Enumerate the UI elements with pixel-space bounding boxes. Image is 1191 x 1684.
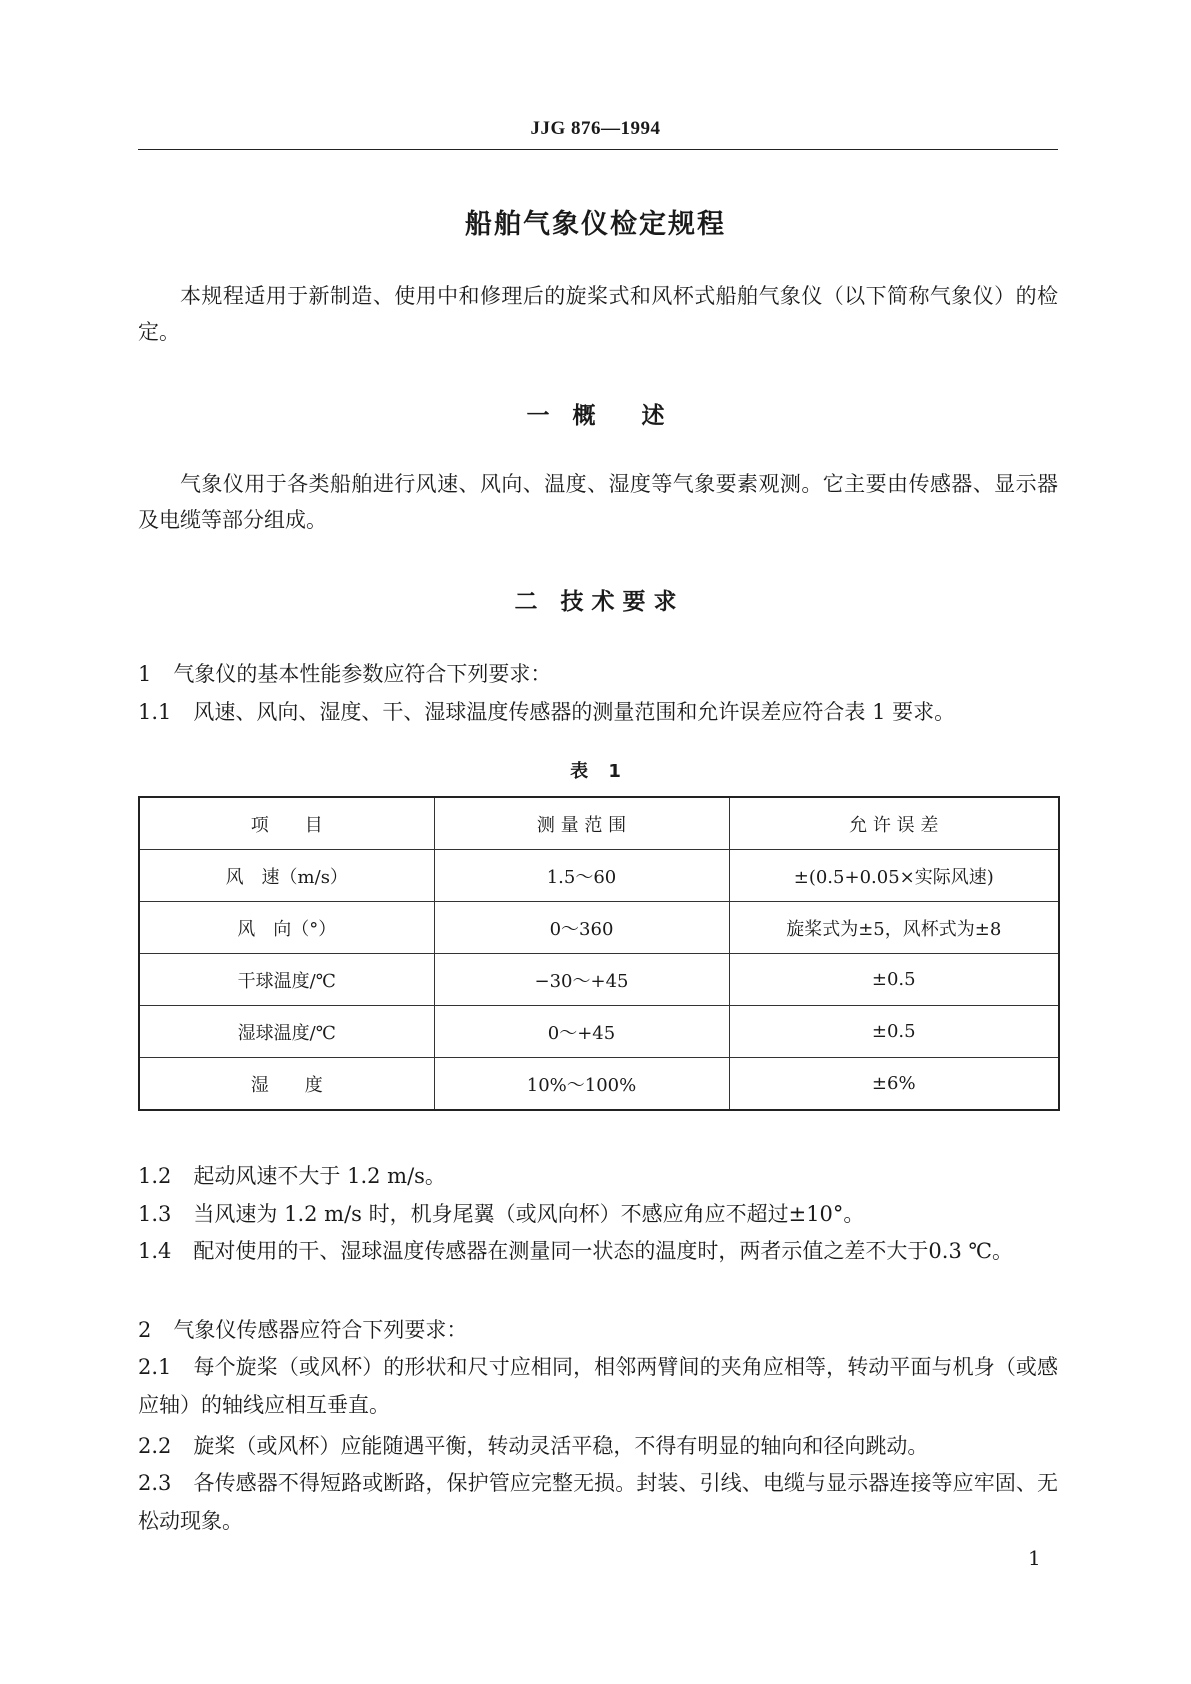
spec-table [138,796,1060,1111]
table-cell: ±6% [729,1058,1059,1111]
item-2-3 [138,1464,1058,1540]
item-1-2 [138,1161,446,1191]
table-header-cell: 项 目 [139,797,434,850]
item-number: 2 [138,1318,152,1342]
table-cell: ±0.5 [729,1006,1059,1058]
item-number: 2.1 [138,1355,172,1379]
page-number: 1 [1028,1546,1041,1570]
table-header-cell: 测 量 范 围 [434,797,729,850]
item-2 [138,1315,467,1345]
table-row [139,902,1059,954]
table-header-row [139,797,1059,850]
item-1-3 [138,1199,864,1229]
item-text: 每个旋桨（或风杯）的形状和尺寸应相同，相邻两臂间的夹角应相等，转动平面与机身（或感应轴）的轴线应相互垂直。 [138,1355,1058,1417]
table-cell: 湿 度 [139,1058,434,1111]
table-cell: ±0.5 [729,954,1059,1006]
table-cell: 10%～100% [434,1058,729,1111]
table-cell: 风 速（m/s） [139,850,434,902]
item-number: 1 [138,662,152,686]
table-cell: 0～360 [434,902,729,954]
section1-body: 气象仪用于各类船舶进行风速、风向、温度、湿度等气象要素观测。它主要由传感器、显示器及电缆等部分组成。 [138,472,1058,532]
item-number: 2.2 [138,1434,172,1458]
table-cell: −30～+45 [434,954,729,1006]
item-text: 气象仪传感器应符合下列要求： [173,1318,468,1342]
table-header-cell: 允 许 误 差 [729,797,1059,850]
table-caption: 表 1 [570,761,621,782]
document-code-header: JJG 876—1994 [530,118,661,139]
item-text: 各传感器不得短路或断路，保护管应完整无损。封装、引线、电缆与显示器连接等应牢固、无松动现象。 [138,1471,1058,1533]
table-cell: ±(0.5+0.05×实际风速) [729,850,1059,902]
item-text: 配对使用的干、湿球温度传感器在测量同一状态的温度时，两者示值之差不大于0.3 ℃。 [193,1239,1013,1263]
table-cell: 旋桨式为±5，风杯式为±8 [729,902,1059,954]
item-1 [138,659,551,689]
header-rule [138,149,1058,150]
item-text: 风速、风向、湿度、干、湿球温度传感器的测量范围和允许误差应符合表 1 要求。 [193,700,956,724]
section2-heading: 二 技 术 要 求 [514,589,677,615]
item-1-1 [138,697,955,727]
item-number: 1.1 [138,700,172,724]
item-text: 旋桨（或风杯）应能随遇平衡，转动灵活平稳，不得有明显的轴向和径向跳动。 [193,1434,929,1458]
item-number: 1.4 [138,1239,172,1263]
table-row [139,954,1059,1006]
table-row [139,850,1059,902]
item-text: 气象仪的基本性能参数应符合下列要求： [173,662,552,686]
item-text: 起动风速不大于 1.2 m/s。 [193,1164,446,1188]
table-row [139,1006,1059,1058]
page-title: 船舶气象仪检定规程 [465,209,726,240]
section1-heading: 一 概 述 [526,403,665,429]
item-text: 当风速为 1.2 m/s 时，机身尾翼（或风向杯）不感应角应不超过±10°。 [193,1202,865,1226]
item-number: 1.2 [138,1164,172,1188]
item-number: 1.3 [138,1202,172,1226]
item-2-2 [138,1431,928,1461]
table-cell: 湿球温度/℃ [139,1006,434,1058]
intro-paragraph: 本规程适用于新制造、使用中和修理后的旋桨式和风杯式船舶气象仪（以下简称气象仪）的检定。 [138,284,1058,344]
table-cell: 干球温度/℃ [139,954,434,1006]
table-cell: 1.5～60 [434,850,729,902]
table-cell: 0～+45 [434,1006,729,1058]
item-2-1 [138,1348,1058,1424]
item-number: 2.3 [138,1471,172,1495]
table-cell: 风 向（°） [139,902,434,954]
item-1-4 [138,1232,1058,1270]
table-row [139,1058,1059,1111]
